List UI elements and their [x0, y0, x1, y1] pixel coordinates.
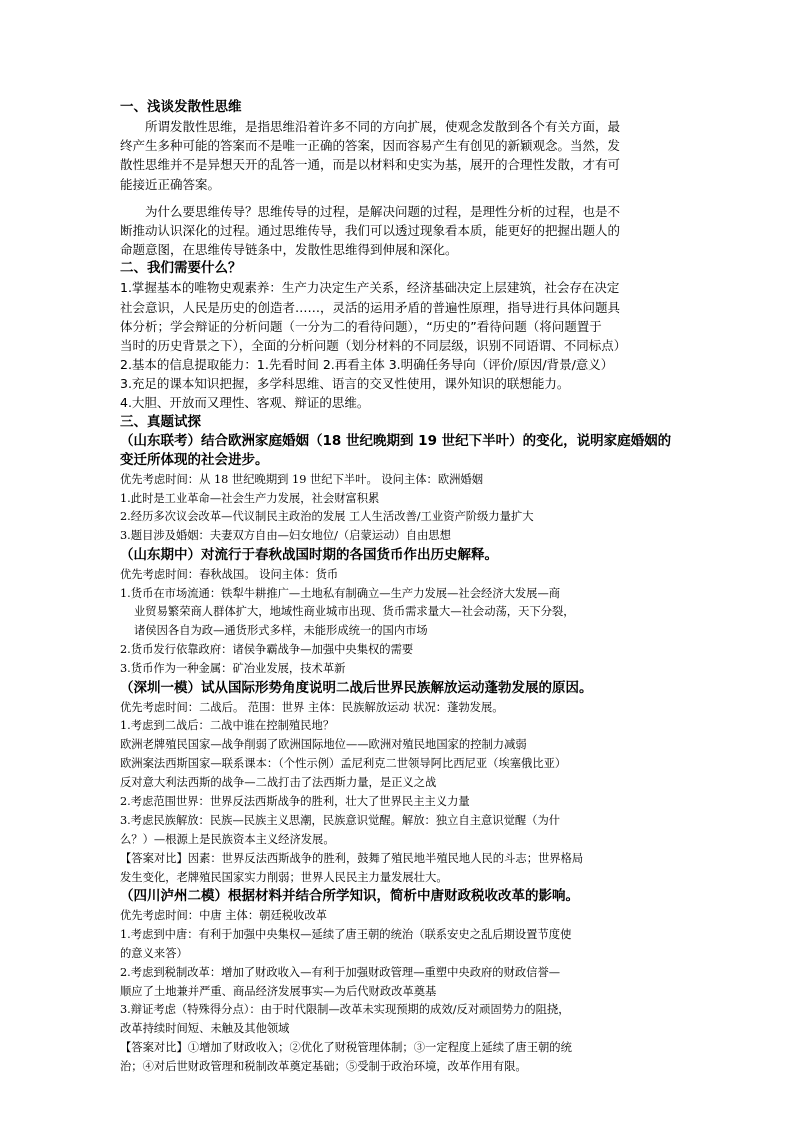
paragraph-line: 断推动认识深化的过程。通过思维传导，我们可以透过现象看本质，能更好的把握出题人的 [120, 222, 621, 238]
answer-line: 顺应了土地兼并严重、商品经济发展事实—为后代财政改革奠基 [120, 984, 437, 998]
answer-line: 2.货币发行依靠政府：诸侯争霸战争—加强中央集权的需要 [120, 643, 414, 657]
paragraph-line: 社会意识，人民是历史的创造者……，灵活的运用矛盾的普遍性原理，指导进行具体问题具 [120, 299, 621, 315]
answer-line: 3.考虑民族解放：民族—民族主义思潮，民族意识觉醒。解放：独立自主意识觉醒（为什 [120, 813, 561, 827]
answer-line: 欧洲老牌殖民国家—战争削弱了欧洲国际地位——欧洲对殖民地国家的控制力减弱 [120, 738, 527, 752]
paragraph-line: 为什么要思维传导？思维传导的过程，是解决问题的过程，是理性分析的过程，也是不 [145, 203, 621, 219]
answer-line: 2.考虑范围世界：世界反法西斯战争的胜利，壮大了世界民主主义力量 [120, 794, 470, 808]
answer-line: 优先考虑时间：从 18 世纪晚期到 19 世纪下半叶。 设问主体：欧洲婚姻 [120, 472, 484, 486]
answer-comparison-line: 【答案对比】因素：世界反法西斯战争的胜利，鼓舞了殖民地半殖民地人民的斗志；世界格局 [120, 851, 584, 865]
question-line: （深圳一模）试从国际形势角度说明二战后世界民族解放运动蓬勃发展的原因。 [120, 680, 593, 697]
section-heading: 一、浅谈发散性思维 [120, 99, 242, 115]
answer-line: 3.货币作为一种金属：矿冶业发展，技术革新 [120, 662, 346, 676]
answer-line: 优先考虑时间：中唐 主体：朝廷税收改革 [120, 908, 327, 922]
paragraph-line: 1.掌握基本的唯物史观素养：生产力决定生产关系，经济基础决定上层建筑，社会存在决定 [120, 280, 620, 296]
answer-line: 的意义来答） [120, 946, 188, 960]
paragraph-line: 终产生多种可能的答案而不是唯一正确的答案，因而容易产生有创见的新颖观念。当然，发 [120, 138, 621, 154]
paragraph-line: 体分析；学会辩证的分析问题（一分为二的看待问题），“历史的”看待问题（将问题置于 [120, 318, 602, 334]
answer-line: 3.题目涉及婚姻：夫妻双方自由—妇女地位/（启蒙运动）自由思想 [120, 529, 451, 543]
question-line: （山东联考）结合欧洲家庭婚姻（18 世纪晚期到 19 世纪下半叶）的变化，说明家庭婚姻的 [120, 432, 672, 449]
answer-line: 1.货币在市场流通：铁犁牛耕推广—土地私有制确立—生产力发展—社会经济大发展—商 [120, 586, 561, 600]
answer-line: 1.考虑到中唐：有利于加强中央集权—延续了唐王朝的统治（联系安史之乱后期设置节度使 [120, 927, 572, 941]
answer-line: 1.此时是工业革命—社会生产力发展，社会财富积累 [120, 491, 380, 505]
paragraph-line: 能接近正确答案。 [120, 176, 221, 192]
answer-comparison-line: 发生变化，老牌殖民国家实力削弱；世界人民民主力量发展壮大。 [120, 870, 448, 884]
paragraph-line: 所谓发散性思维，是指思维沿着许多不同的方向扩展，使观念发散到各个有关方面，最 [145, 119, 621, 134]
paragraph-line: 散性思维并不是异想天开的乱答一通，而是以材料和史实为基，展开的合理性发散，才有可 [120, 157, 621, 173]
question-line: （山东期中）对流行于春秋战国时期的各国货币作出历史解释。 [120, 547, 498, 564]
answer-line: 诸侯因各自为政—通货形式多样，未能形成统一的国内市场 [134, 624, 428, 638]
paragraph-line: 4.大胆、开放而又理性、客观、辩证的思维。 [120, 395, 370, 411]
answer-line: 业贸易繁荣商人群体扩大，地域性商业城市出现、货币需求量大—社会动荡，天下分裂， [134, 605, 575, 619]
question-line: （四川泸州二模）根据材料并结合所学知识，简析中唐财政税收改革的影响。 [120, 888, 579, 905]
paragraph-line: 命题意图，在思维传导链条中，发散性思维得到伸展和深化。 [120, 242, 458, 258]
paragraph-line: 2.基本的信息提取能力：1.先看时间 2.再看主体 3.明确任务导向（评价/原因/背景/意义） [120, 357, 614, 373]
answer-line: 改革持续时间短、未触及其他领域 [120, 1022, 290, 1036]
answer-line: 2.考虑到税制改革：增加了财政收入—有利于加强财政管理—重塑中央政府的财政信誉— [120, 965, 561, 979]
document-content [120, 98, 676, 1077]
answer-comparison-line: 【答案对比】①增加了财政收入；②优化了财税管理体制；③一定程度上延续了唐王朝的统 [120, 1041, 572, 1055]
answer-line: 2.经历多次议会改革—代议制民主政治的发展 工人生活改善/工业资产阶级力量扩大 [120, 510, 534, 524]
answer-line: 3.辩证考虑（特殊得分点）：由于时代限制—改革未实现预期的成效/反对顽固势力的阻挠， [120, 1003, 570, 1017]
answer-line: 欧洲案法西斯国家—联系课本：（个性示例）孟尼利克二世领导阿比西尼亚（埃塞俄比亚） [120, 757, 567, 771]
paragraph-line: 3.充足的课本知识把握，多学科思维、语言的交叉性使用，课外知识的联想能力。 [120, 376, 570, 392]
question-line: 变迁所体现的社会进步。 [120, 452, 269, 469]
answer-line: 反对意大利法西斯的战争—二战打击了法西斯力量，是正义之战 [120, 776, 437, 790]
answer-comparison-line: 治；④对后世财政管理和税制改革奠定基础；⑤受制于政治环境，改革作用有限。 [120, 1060, 527, 1074]
section-heading: 二、我们需要什么？ [120, 260, 242, 277]
answer-line: 优先考虑时间：春秋战国。 设问主体：货币 [120, 567, 339, 581]
answer-line: 1.考虑到二战后：二战中谁在控制殖民地？ [120, 719, 335, 733]
answer-line: 么？）—根源上是民族资本主义经济发展。 [120, 832, 335, 846]
answer-line: 优先考虑时间：二战后。 范围：世界 主体：民族解放运动 状况：蓬勃发展。 [120, 700, 504, 714]
section-heading: 三、真题试探 [120, 413, 201, 430]
paragraph-line: 当时的历史背景之下），全面的分析问题（划分材料的不同层级，识别不同语谓、不同标点） [120, 337, 627, 353]
